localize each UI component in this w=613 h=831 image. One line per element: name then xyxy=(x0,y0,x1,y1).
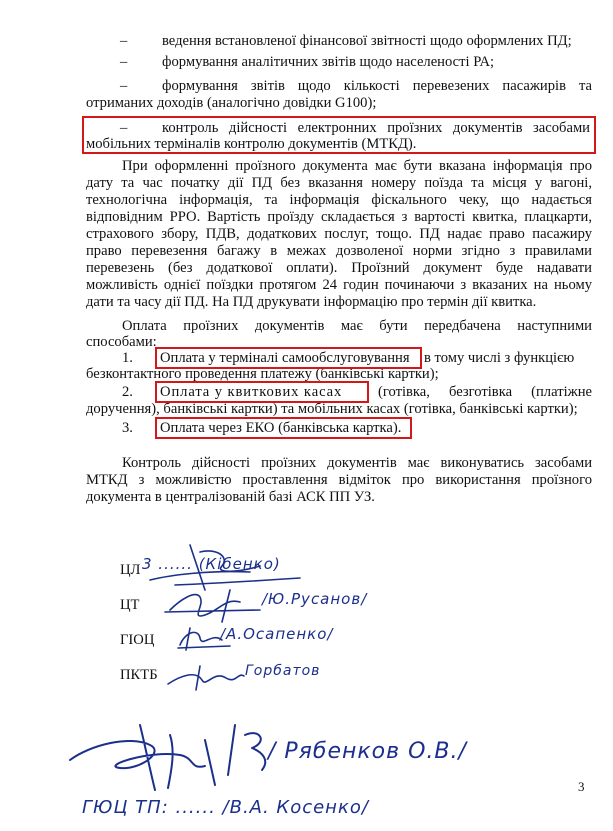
para2-line-2: способами: xyxy=(86,334,157,350)
sign-label-pktb: ПКТБ xyxy=(120,667,158,683)
signature-name-3: /А.Осапенко/ xyxy=(220,625,334,643)
para3-line-2: МТКД з можливістю проставлення відміток про використання проїзного xyxy=(86,472,592,488)
bullet-text-4-line-2: мобільних терміналів контролю документів (МТКД). xyxy=(86,136,417,152)
bullet-dash: – xyxy=(120,120,128,136)
item2-line-2: доручення), банківські картки) та мобільних касах (готівка, банківські картки); xyxy=(86,401,578,417)
list-number-1: 1. xyxy=(122,350,133,366)
para1-line-9: дати та часу дії ПД. На ПД друкувати інформацію про термін дії квитка. xyxy=(86,294,537,310)
para1-line-8: можливість однієї поїздки протягом 24 годин починаючи з вказаних на ньому xyxy=(86,277,592,293)
para3-line-3: документа в централізованій базі АСК ПП УЗ. xyxy=(86,489,375,505)
bullet-dash: – xyxy=(120,78,128,94)
signature-stroke xyxy=(150,545,300,590)
para1-line-5: страхового збору, ПДВ, додаткових послуг, тощо. ПД надає право пасажиру xyxy=(86,226,592,242)
payment-terminal-text: Оплата у терміналі самообслуговування xyxy=(160,350,410,366)
para1-line-4: відповідним РРО. Вартість проїзду складається з вартості квитка, плацкарти, xyxy=(86,209,592,225)
signature-name-5: / Рябенков О.В./ xyxy=(268,739,467,764)
bullet-text-3-line-2: отриманих доходів (аналогічно довідки G100); xyxy=(86,95,377,111)
para1-line-6: право перевезення багажу в межах дозволеної норми згідно з правилами xyxy=(86,243,592,259)
sign-label-gioc: ГІОЦ xyxy=(120,632,155,648)
para3-line-1: Контроль дійсності проїзних документів має виконуватись засобами xyxy=(122,455,592,471)
bullet-dash: – xyxy=(120,54,128,70)
bullet-text-2: формування аналітичних звітів щодо населеності РА; xyxy=(162,54,495,70)
para1-line-7: перевезень (без додаткової оплати). Проїзний документ буде надавати xyxy=(86,260,592,276)
para1-line-2: дату та час початку дії ПД без вказання номеру поїзда та місця у вагоні, xyxy=(86,175,592,191)
payment-eko-text: Оплата через ЕКО (банківська картка). xyxy=(160,420,402,436)
signature-stroke xyxy=(70,725,265,790)
page-number: 3 xyxy=(578,779,585,794)
signature-name-6: ГЮЦ ТП: ...... /В.А. Косенко/ xyxy=(82,797,369,818)
signature-stroke xyxy=(168,666,244,690)
bullet-text-3-line-1: формування звітів щодо кількості перевезених пасажирів та xyxy=(162,78,592,94)
bullet-dash: – xyxy=(120,33,128,49)
sign-label-tsl: ЦЛ xyxy=(120,562,141,578)
para1-line-3: технологічна інформація, та інформація фіскального чеку, що надається xyxy=(86,192,592,208)
item1-rest-text: в тому числі з функцією xyxy=(424,350,575,366)
item2-rest-text: (готівка, безготівка (платіжне xyxy=(378,384,592,400)
item1-line-2: безконтактного проведення платежу (банківські картки); xyxy=(86,366,439,382)
bullet-text-1: ведення встановленої фінансової звітності щодо оформлених ПД; xyxy=(162,33,572,49)
signature-name-4: Горбатов xyxy=(245,663,321,679)
signature-name-2: /Ю.Русанов/ xyxy=(262,590,368,608)
signature-name-1: 3 ...... (Кібенко) xyxy=(142,555,281,573)
bullet-text-4-line-1: контроль дійсності електронних проїзних документів засобами xyxy=(162,120,590,136)
para2-line-1: Оплата проїзних документів має бути передбачена наступними xyxy=(122,318,592,334)
sign-label-tst: ЦТ xyxy=(120,597,140,613)
list-number-2: 2. xyxy=(122,384,133,400)
signature-stroke xyxy=(165,590,260,622)
payment-cashdesk-text: Оплата у квиткових касах xyxy=(160,384,343,400)
para1-line-1: При оформленні проїзного документа має бути вказана інформація про xyxy=(122,158,592,174)
list-number-3: 3. xyxy=(122,420,133,436)
signature-stroke xyxy=(178,628,230,650)
